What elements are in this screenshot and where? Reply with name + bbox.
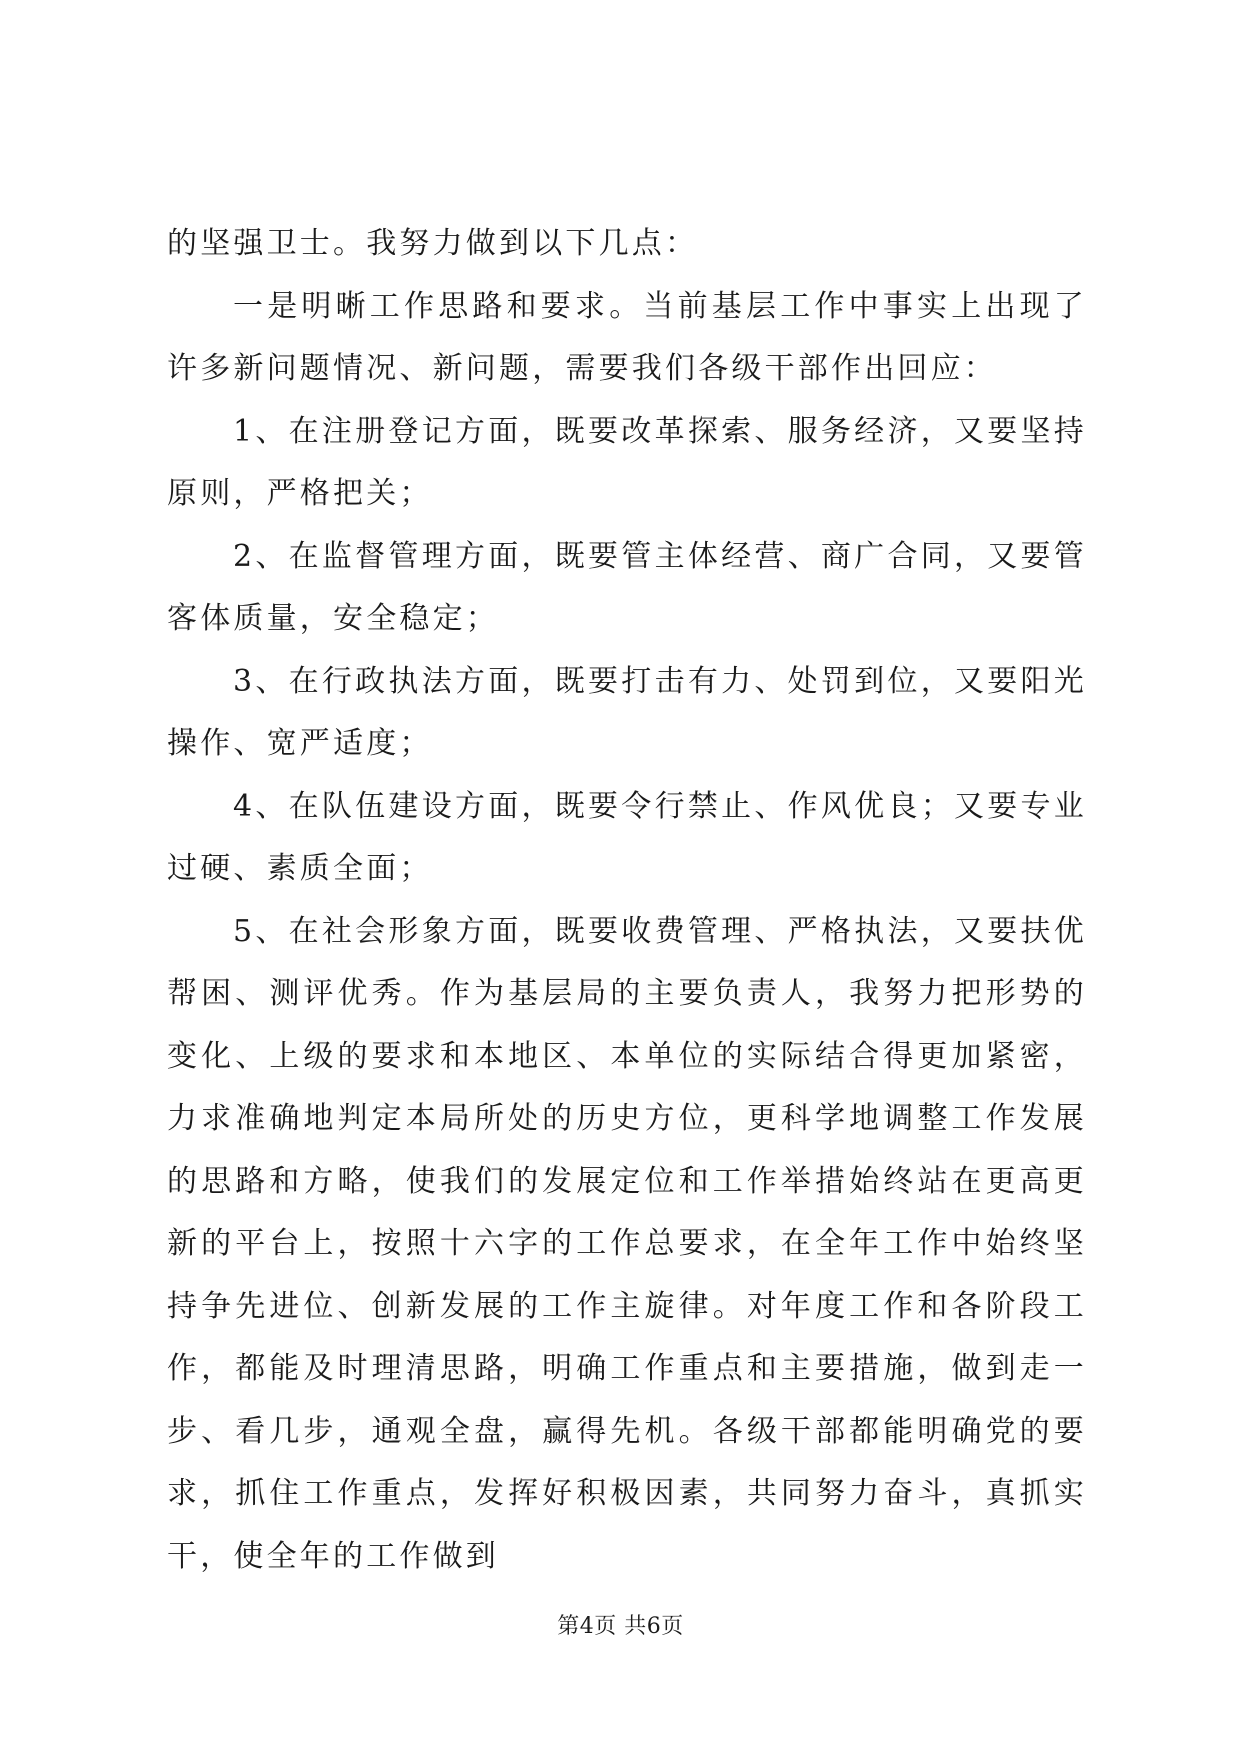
paragraph-2: 一是明晰工作思路和要求。当前基层工作中事实上出现了许多新问题情况、新问题，需要我们各级干部作出回应： <box>167 288 1087 386</box>
paragraph-1: 的坚强卫士。我努力做到以下几点： <box>167 226 699 261</box>
document-body <box>167 213 1087 1588</box>
page-footer <box>0 1612 1241 1642</box>
paragraph-4: 2、在监督管理方面，既要管主体经营、商广合同，又要管客体质量，安全稳定； <box>167 538 1087 636</box>
paragraph-5: 3、在行政执法方面，既要打击有力、处罚到位，又要阳光操作、宽严适度； <box>167 663 1087 761</box>
page-number: 第4页 共6页 <box>557 1614 684 1639</box>
paragraph-3: 1、在注册登记方面，既要改革探索、服务经济，又要坚持原则，严格把关； <box>167 413 1087 511</box>
paragraph-7: 5、在社会形象方面，既要收费管理、严格执法，又要扶优帮困、测评优秀。作为基层局的主要负责人，我努力把形势的变化、上级的要求和本地区、本单位的实际结合得更加紧密，力求准确地判定本局所处的历史方位，更科学地调整工作发展的思路和方略，使我们的发展定位和工作举措始终站在更高更新的平台上，按照十六字的工作总要求，在全年工作中始终坚持争先进位、创新发展的工作主旋律。对年度工作和各阶段工作，都能及时理清思路，明确工作重点和主要措施，做到走一步、看几步，通观全盘，赢得先机。各级干部都能明确党的要求，抓住工作重点，发挥好积极因素，共同努力奋斗，真抓实干，使全年的工作做到 <box>167 913 1087 1574</box>
paragraph-6: 4、在队伍建设方面，既要令行禁止、作风优良；又要专业过硬、素质全面； <box>167 788 1087 886</box>
